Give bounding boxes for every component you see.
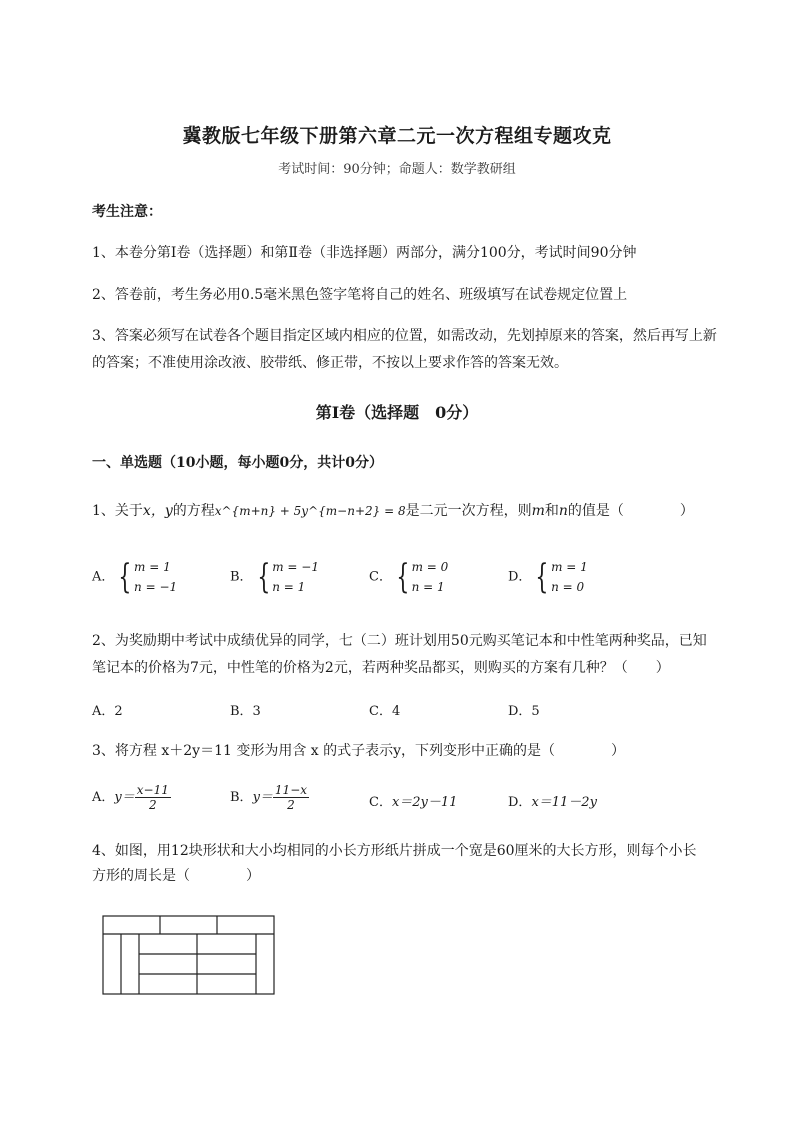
- question-4-line-2: 方形的周长是（ ）: [92, 868, 260, 884]
- question-1-option-d[interactable]: D． { m = 1 n = 0: [508, 557, 588, 597]
- notice-item-1: 1、本卷分第I卷（选择题）和第Ⅱ卷（非选择题）两部分，满分100分，考试时间90分钟: [92, 245, 637, 261]
- notice-item-3: 3、答案必须写在试卷各个题目指定区域内相应的位置，如需改动，先划掉原来的答案，然后再写上新: [92, 328, 717, 344]
- rectangle-tiling-figure: [100, 913, 278, 997]
- question-1-option-b[interactable]: B． { m = −1 n = 1: [230, 557, 319, 597]
- question-4-line-1: 4、如图，用12块形状和大小均相同的小长方形纸片拼成一个宽是60厘米的大长方形，则每个小长: [92, 843, 697, 859]
- question-3-option-d[interactable]: D．x＝11－2y: [508, 795, 597, 810]
- question-2-option-b[interactable]: B．3: [230, 704, 261, 719]
- question-2-option-a[interactable]: A．2: [92, 704, 123, 719]
- notice-item-3-cont: 的答案；不准使用涂改液、胶带纸、修正带，不按以上要求作答的答案无效。: [92, 355, 568, 371]
- question-2-line-1: 2、为奖励期中考试中成绩优异的同学，七（二）班计划用50元购买笔记本和中性笔两种奖品，已知: [92, 633, 707, 649]
- notice-heading: 考生注意：: [92, 204, 162, 220]
- notice-item-2: 2、答卷前，考生务必用0.5毫米黑色签字笔将自己的姓名、班级填写在试卷规定位置上: [92, 287, 628, 303]
- question-1-equation: x^{m+n} + 5y^{m−n+2} = 8: [214, 504, 406, 518]
- question-3-option-c[interactable]: C．x＝2y－11: [369, 795, 458, 810]
- question-3-option-a[interactable]: A．y＝ $\frac{x-11}{2}$: [92, 783, 169, 812]
- question-2-option-c[interactable]: C．4: [369, 704, 401, 719]
- question-2-line-2: 笔记本的价格为7元，中性笔的价格为2元，若两种奖品都买，则购买的方案有几种？（ ）: [92, 660, 670, 676]
- question-3-stem: 3、将方程 x＋2y＝11 变形为用含 x 的式子表示y，下列变形中正确的是（ ）: [92, 743, 626, 759]
- page-title: 冀教版七年级下册第六章二元一次方程组专题攻克: [182, 125, 612, 147]
- question-2-option-d[interactable]: D．5: [508, 704, 540, 719]
- question-1-stem: 1、关于x，y的方程x^{m+n} + 5y^{m−n+2} = 8是二元一次方程，则m和n的值是（ ）: [92, 503, 694, 519]
- exam-info: 考试时间：90分钟；命题人：数学教研组: [278, 162, 516, 177]
- section-title: 第I卷（选择题 0分）: [315, 403, 479, 422]
- question-1-option-c[interactable]: C． { m = 0 n = 1: [369, 557, 449, 597]
- part-heading: 一、单选题（10小题，每小题0分，共计0分）: [92, 455, 383, 471]
- question-1-option-a[interactable]: A． { m = 1 n = −1: [92, 557, 178, 597]
- question-3-option-b[interactable]: B．y＝ $\frac{11-x}{2}$: [230, 783, 308, 812]
